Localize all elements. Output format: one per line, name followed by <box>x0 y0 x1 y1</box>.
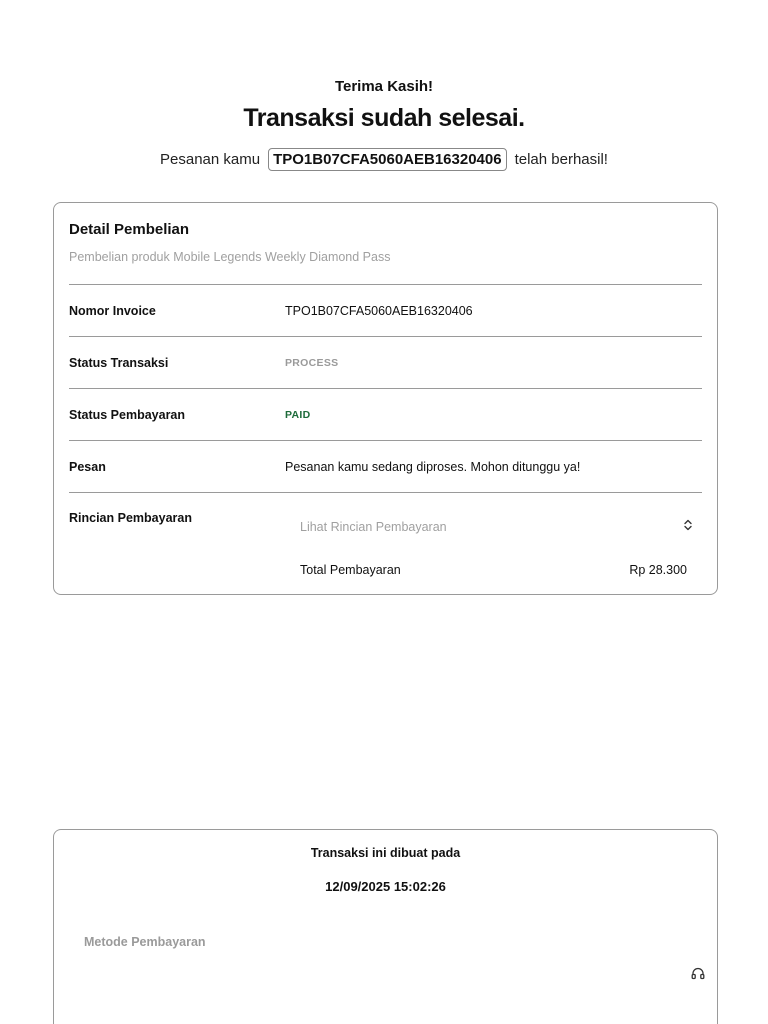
order-prefix: Pesanan kamu <box>160 151 261 168</box>
order-code-badge[interactable]: TPO1B07CFA5060AEB16320406 <box>268 148 506 171</box>
thanks-heading: Terima Kasih! <box>334 78 434 95</box>
transaction-status-badge: PROCESS <box>285 356 339 369</box>
message-row <box>69 440 702 492</box>
invoice-row <box>69 284 702 336</box>
message-value: Pesanan kamu sedang diproses. Mohon ditunggu ya! <box>285 459 581 474</box>
payment-status-row <box>69 388 702 440</box>
payment-breakdown-label: Rincian Pembayaran <box>69 511 192 525</box>
invoice-value: TPO1B07CFA5060AEB16320406 <box>285 303 473 318</box>
message-label: Pesan <box>69 459 106 474</box>
total-payment-value: Rp 28.300 <box>629 563 687 577</box>
transaction-status-row <box>69 336 702 388</box>
payment-breakdown-section <box>69 492 702 577</box>
total-payment-label: Total Pembayaran <box>300 563 401 577</box>
page-title: Transaksi sudah selesai. <box>243 104 525 132</box>
order-confirmation-line <box>0 148 768 171</box>
invoice-label: Nomor Invoice <box>69 303 156 318</box>
chevron-up-down-icon <box>684 519 692 534</box>
detail-subtitle: Pembelian produk Mobile Legends Weekly Diamond Pass <box>69 250 391 264</box>
payment-status-label: Status Pembayaran <box>69 407 186 422</box>
transaction-meta-card <box>53 829 718 1024</box>
payment-breakdown-select[interactable] <box>300 519 702 534</box>
headset-icon[interactable] <box>688 964 708 984</box>
purchase-detail-card <box>53 202 718 595</box>
created-at-label: Transaksi ini dibuat pada <box>310 846 461 860</box>
payment-status-badge: PAID <box>285 408 311 421</box>
created-at-value: 12/09/2025 15:02:26 <box>325 879 446 894</box>
payment-breakdown-placeholder: Lihat Rincian Pembayaran <box>300 519 447 534</box>
total-payment-row <box>300 563 687 577</box>
transaction-status-label: Status Transaksi <box>69 355 169 370</box>
detail-title: Detail Pembelian <box>69 221 190 238</box>
order-suffix: telah berhasil! <box>514 151 608 168</box>
payment-method-label: Metode Pembayaran <box>84 935 206 949</box>
